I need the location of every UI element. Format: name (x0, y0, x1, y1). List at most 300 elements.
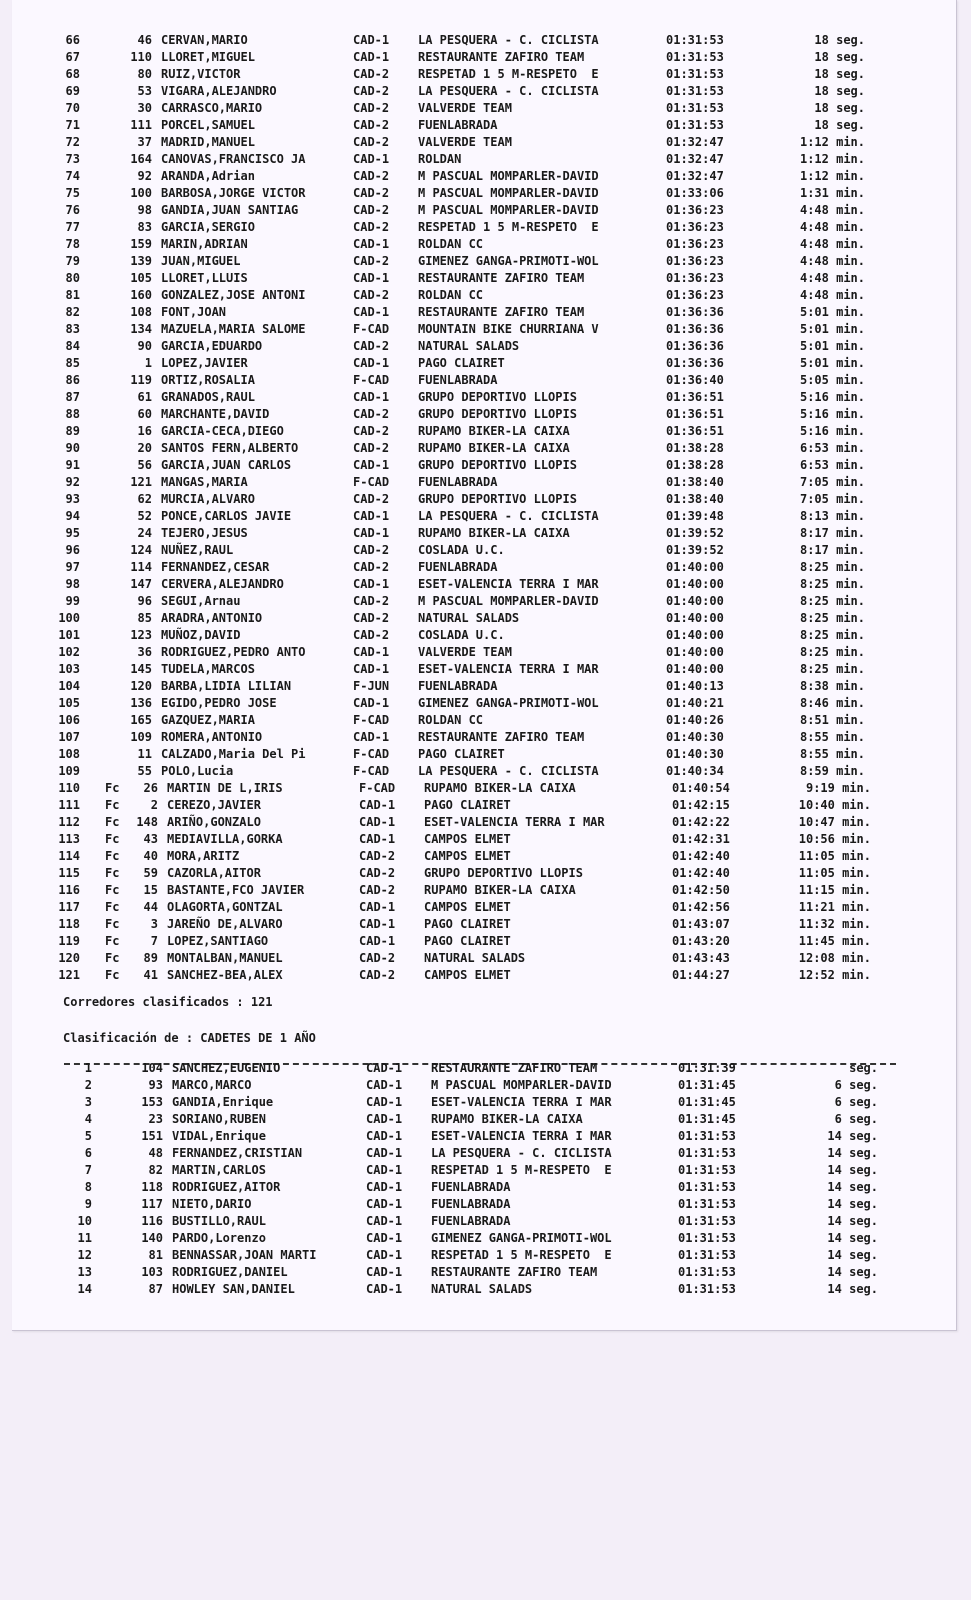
team-cell: ESET-VALENCIA TERRA I MAR (418, 662, 599, 676)
gap-cell: 6:53 min. (799, 441, 865, 455)
table-row (0, 1213, 971, 1230)
gap-cell: 4:48 min. (799, 271, 865, 285)
category-cell: CAD-1 (353, 696, 390, 710)
flag-cell: Fc (105, 951, 120, 965)
table-row (0, 814, 971, 831)
position-cell: 116 (58, 883, 80, 897)
team-cell: FUENLABRADA (431, 1197, 511, 1211)
table-row (0, 66, 971, 83)
category-cell: CAD-2 (353, 594, 390, 608)
team-cell: ROLDAN CC (418, 237, 484, 251)
bib-cell: 59 (143, 866, 158, 880)
gap-cell: 14 seg. (827, 1146, 878, 1160)
rider-name-cell: MARTIN,CARLOS (172, 1163, 266, 1177)
bib-cell: 105 (130, 271, 152, 285)
rider-name-cell: SEGUI,Arnau (161, 594, 241, 608)
bib-cell: 56 (137, 458, 152, 472)
table-row (0, 1230, 971, 1247)
time-cell: 01:31:53 (678, 1282, 736, 1296)
time-cell: 01:31:45 (678, 1095, 736, 1109)
team-cell: RESPETAD 1 5 M-RESPETO E (431, 1248, 612, 1262)
time-cell: 01:31:53 (678, 1146, 736, 1160)
table-row (0, 1111, 971, 1128)
bib-cell: 55 (137, 764, 152, 778)
rider-name-cell: POLO,Lucia (161, 764, 234, 778)
category-cell: CAD-2 (353, 611, 390, 625)
table-row (0, 389, 971, 406)
category-cell: CAD-1 (366, 1061, 403, 1075)
time-cell: 01:40:30 (666, 747, 724, 761)
table-row (0, 593, 971, 610)
time-cell: 01:43:07 (672, 917, 730, 931)
time-cell: 01:33:06 (666, 186, 724, 200)
time-cell: 01:42:50 (672, 883, 730, 897)
time-cell: 01:36:51 (666, 390, 724, 404)
team-cell: NATURAL SALADS (418, 339, 520, 353)
gap-cell: 8:25 min. (799, 628, 865, 642)
rider-name-cell: PARDO,Lorenzo (172, 1231, 266, 1245)
team-cell: CAMPOS ELMET (424, 832, 511, 846)
table-row (0, 967, 971, 984)
time-cell: 01:40:34 (666, 764, 724, 778)
team-cell: PAGO CLAIRET (424, 934, 511, 948)
team-cell: GRUPO DEPORTIVO LLOPIS (418, 492, 577, 506)
table-row (0, 916, 971, 933)
rider-name-cell: VIDAL,Enrique (172, 1129, 266, 1143)
time-cell: 01:31:45 (678, 1078, 736, 1092)
time-cell: 01:40:30 (666, 730, 724, 744)
category-cell: CAD-2 (353, 288, 390, 302)
team-cell: GRUPO DEPORTIVO LLOPIS (418, 390, 577, 404)
bib-cell: 90 (137, 339, 152, 353)
bib-cell: 117 (141, 1197, 163, 1211)
category-cell: CAD-2 (353, 169, 390, 183)
time-cell: 01:40:26 (666, 713, 724, 727)
gap-cell: 7:05 min. (799, 492, 865, 506)
gap-cell: 18 seg. (814, 50, 865, 64)
gap-cell: 5:01 min. (799, 305, 865, 319)
table-row (0, 270, 971, 287)
time-cell: 01:31:53 (666, 101, 724, 115)
team-cell: RUPAMO BIKER-LA CAIXA (431, 1112, 583, 1126)
category-cell: CAD-1 (353, 50, 390, 64)
rider-name-cell: BARBOSA,JORGE VICTOR (161, 186, 306, 200)
position-cell: 103 (58, 662, 80, 676)
gap-cell: 6:53 min. (799, 458, 865, 472)
bib-cell: 24 (137, 526, 152, 540)
team-cell: RUPAMO BIKER-LA CAIXA (418, 441, 570, 455)
rider-name-cell: FERNANDEZ,CESAR (161, 560, 270, 574)
time-cell: 01:31:53 (678, 1129, 736, 1143)
team-cell: GRUPO DEPORTIVO LLOPIS (418, 407, 577, 421)
team-cell: M PASCUAL MOMPARLER-DAVID (418, 203, 599, 217)
category-cell: CAD-1 (353, 645, 390, 659)
team-cell: ESET-VALENCIA TERRA I MAR (431, 1129, 612, 1143)
table-row (0, 49, 971, 66)
position-cell: 107 (58, 730, 80, 744)
rider-name-cell: GARCIA,SERGIO (161, 220, 255, 234)
bib-cell: 15 (143, 883, 158, 897)
bib-cell: 48 (148, 1146, 163, 1160)
gap-cell: 10:40 min. (798, 798, 871, 812)
rider-name-cell: SANCHEZ-BEA,ALEX (167, 968, 283, 982)
flag-cell: Fc (105, 900, 120, 914)
team-cell: VALVERDE TEAM (418, 135, 512, 149)
time-cell: 01:40:00 (666, 611, 724, 625)
gap-cell: 11:32 min. (798, 917, 871, 931)
gap-cell: 12:52 min. (798, 968, 871, 982)
gap-cell: 5:16 min. (799, 390, 865, 404)
category-cell: CAD-2 (353, 543, 390, 557)
bib-cell: 36 (137, 645, 152, 659)
bib-cell: 160 (130, 288, 152, 302)
gap-cell: 18 seg. (814, 84, 865, 98)
gap-cell: 8:25 min. (799, 611, 865, 625)
bib-cell: 140 (141, 1231, 163, 1245)
gap-cell: 8:51 min. (799, 713, 865, 727)
position-cell: 5 (84, 1129, 92, 1143)
bib-cell: 93 (148, 1078, 163, 1092)
time-cell: 01:32:47 (666, 152, 724, 166)
team-cell: PAGO CLAIRET (418, 356, 505, 370)
bib-cell: 98 (137, 203, 152, 217)
table-row (0, 83, 971, 100)
team-cell: MOUNTAIN BIKE CHURRIANA V (418, 322, 599, 336)
position-cell: 97 (65, 560, 80, 574)
team-cell: COSLADA U.C. (418, 543, 505, 557)
gap-cell: 1:12 min. (799, 135, 865, 149)
gap-cell: 5:01 min. (799, 356, 865, 370)
table-row (0, 899, 971, 916)
category-cell: CAD-2 (353, 220, 390, 234)
gap-cell: 6 seg. (834, 1095, 878, 1109)
bib-cell: 153 (141, 1095, 163, 1109)
rider-name-cell: LLORET,LLUIS (161, 271, 248, 285)
gap-cell: 4:48 min. (799, 288, 865, 302)
position-cell: 1 (84, 1061, 92, 1075)
time-cell: 01:31:53 (678, 1265, 736, 1279)
table-row (0, 321, 971, 338)
team-cell: RUPAMO BIKER-LA CAIXA (424, 781, 576, 795)
rider-name-cell: JAREÑO DE,ALVARO (167, 917, 283, 931)
bib-cell: 52 (137, 509, 152, 523)
gap-cell: 5:01 min. (799, 322, 865, 336)
gap-cell: 6 seg. (834, 1078, 878, 1092)
position-cell: 4 (84, 1112, 92, 1126)
time-cell: 01:31:53 (678, 1180, 736, 1194)
category-cell: F-CAD (353, 764, 390, 778)
time-cell: 01:43:20 (672, 934, 730, 948)
time-cell: 01:31:53 (666, 84, 724, 98)
team-cell: RUPAMO BIKER-LA CAIXA (418, 424, 570, 438)
category-cell: CAD-1 (359, 815, 396, 829)
rider-name-cell: LOPEZ,SANTIAGO (167, 934, 269, 948)
position-cell: 102 (58, 645, 80, 659)
time-cell: 01:40:21 (666, 696, 724, 710)
team-cell: GIMENEZ GANGA-PRIMOTI-WOL (431, 1231, 612, 1245)
gap-cell: 11:45 min. (798, 934, 871, 948)
team-cell: RUPAMO BIKER-LA CAIXA (418, 526, 570, 540)
rider-name-cell: MADRID,MANUEL (161, 135, 255, 149)
position-cell: 111 (58, 798, 80, 812)
position-cell: 74 (65, 169, 80, 183)
category-cell: CAD-1 (366, 1214, 403, 1228)
rider-name-cell: GARCIA-CECA,DIEGO (161, 424, 284, 438)
position-cell: 14 (77, 1282, 92, 1296)
category-cell: F-CAD (353, 322, 390, 336)
position-cell: 106 (58, 713, 80, 727)
gap-cell: 8:25 min. (799, 594, 865, 608)
category-cell: CAD-1 (359, 917, 396, 931)
gap-cell: 8:25 min. (799, 560, 865, 574)
bib-cell: 43 (143, 832, 158, 846)
category-cell: CAD-1 (366, 1231, 403, 1245)
team-cell: M PASCUAL MOMPARLER-DAVID (431, 1078, 612, 1092)
time-cell: 01:36:36 (666, 322, 724, 336)
position-cell: 92 (65, 475, 80, 489)
category-cell: CAD-1 (366, 1265, 403, 1279)
time-cell: 01:31:53 (678, 1163, 736, 1177)
bib-cell: 26 (143, 781, 158, 795)
position-cell: 69 (65, 84, 80, 98)
bib-cell: 148 (136, 815, 158, 829)
rider-name-cell: RODRIGUEZ,DANIEL (172, 1265, 288, 1279)
time-cell: 01:31:53 (678, 1248, 736, 1262)
rider-name-cell: BARBA,LIDIA LILIAN (161, 679, 292, 693)
rider-name-cell: ROMERA,ANTONIO (161, 730, 263, 744)
time-cell: 01:39:52 (666, 543, 724, 557)
bib-cell: 118 (141, 1180, 163, 1194)
table-row (0, 304, 971, 321)
category-cell: F-CAD (353, 747, 390, 761)
bib-cell: 1 (144, 356, 152, 370)
gap-cell: 18 seg. (814, 118, 865, 132)
category-cell: CAD-2 (353, 441, 390, 455)
gap-cell: 4:48 min. (799, 254, 865, 268)
table-row (0, 695, 971, 712)
position-cell: 84 (65, 339, 80, 353)
position-cell: 113 (58, 832, 80, 846)
bib-cell: 41 (143, 968, 158, 982)
bib-cell: 37 (137, 135, 152, 149)
rider-name-cell: HOWLEY SAN,DANIEL (172, 1282, 295, 1296)
rider-name-cell: GANDIA,Enrique (172, 1095, 274, 1109)
rider-name-cell: PORCEL,SAMUEL (161, 118, 255, 132)
flag-cell: Fc (105, 866, 120, 880)
table-row (0, 831, 971, 848)
table-row (0, 780, 971, 797)
category-cell: F-CAD (353, 475, 390, 489)
bib-cell: 103 (141, 1265, 163, 1279)
rider-name-cell: TEJERO,JESUS (161, 526, 248, 540)
flag-cell: Fc (105, 934, 120, 948)
table-row (0, 525, 971, 542)
category-cell: CAD-1 (353, 577, 390, 591)
table-row (0, 1060, 971, 1077)
position-cell: 99 (65, 594, 80, 608)
team-cell: ESET-VALENCIA TERRA I MAR (431, 1095, 612, 1109)
bib-cell: 7 (150, 934, 158, 948)
category-cell: CAD-2 (359, 883, 396, 897)
gap-cell: 14 seg. (827, 1282, 878, 1296)
gap-cell: 5:16 min. (799, 424, 865, 438)
time-cell: 01:36:51 (666, 407, 724, 421)
table-row (0, 576, 971, 593)
category-cell: CAD-1 (359, 900, 396, 914)
bib-cell: 83 (137, 220, 152, 234)
table-row (0, 202, 971, 219)
category-cell: CAD-1 (353, 33, 390, 47)
table-row (0, 1077, 971, 1094)
time-cell: 01:36:23 (666, 203, 724, 217)
rider-name-cell: MURCIA,ALVARO (161, 492, 255, 506)
team-cell: RESTAURANTE ZAFIRO TEAM (431, 1265, 598, 1279)
category-cell: CAD-1 (366, 1078, 403, 1092)
team-cell: GIMENEZ GANGA-PRIMOTI-WOL (418, 254, 599, 268)
category-cell: CAD-1 (359, 832, 396, 846)
category-cell: CAD-1 (353, 458, 390, 472)
team-cell: PAGO CLAIRET (418, 747, 505, 761)
position-cell: 91 (65, 458, 80, 472)
position-cell: 6 (84, 1146, 92, 1160)
time-cell: 01:43:43 (672, 951, 730, 965)
flag-cell: Fc (105, 849, 120, 863)
bib-cell: 116 (141, 1214, 163, 1228)
team-cell: LA PESQUERA - C. CICLISTA (418, 84, 599, 98)
team-cell: RESPETAD 1 5 M-RESPETO E (431, 1163, 612, 1177)
team-cell: NATURAL SALADS (418, 611, 520, 625)
time-cell: 01:36:36 (666, 305, 724, 319)
rider-name-cell: CALZADO,Maria Del Pi (161, 747, 306, 761)
bib-cell: 23 (148, 1112, 163, 1126)
position-cell: 96 (65, 543, 80, 557)
bib-cell: 30 (137, 101, 152, 115)
bib-cell: 114 (130, 560, 152, 574)
position-cell: 79 (65, 254, 80, 268)
time-cell: 01:40:00 (666, 662, 724, 676)
rider-name-cell: GONZALEZ,JOSE ANTONI (161, 288, 306, 302)
team-cell: ESET-VALENCIA TERRA I MAR (418, 577, 599, 591)
time-cell: 01:40:00 (666, 628, 724, 642)
table-row (0, 1264, 971, 1281)
gap-cell: 14 seg. (827, 1248, 878, 1262)
time-cell: 01:31:39 (678, 1061, 736, 1075)
time-cell: 01:36:23 (666, 288, 724, 302)
rider-name-cell: VIGARA,ALEJANDRO (161, 84, 277, 98)
time-cell: 01:31:53 (678, 1197, 736, 1211)
gap-cell: 8:55 min. (799, 747, 865, 761)
table-row (0, 746, 971, 763)
rider-name-cell: GANDIA,JUAN SANTIAG (161, 203, 299, 217)
bib-cell: 3 (150, 917, 158, 931)
rider-name-cell: NUÑEZ,RAUL (161, 543, 234, 557)
bib-cell: 11 (137, 747, 152, 761)
team-cell: RESTAURANTE ZAFIRO TEAM (418, 50, 585, 64)
table-row (0, 355, 971, 372)
rider-name-cell: CAZORLA,AITOR (167, 866, 261, 880)
time-cell: 01:36:23 (666, 220, 724, 234)
time-cell: 01:36:36 (666, 339, 724, 353)
gap-cell: 4:48 min. (799, 220, 865, 234)
bib-cell: 92 (137, 169, 152, 183)
summary-line: Corredores clasificados : 121 (63, 995, 273, 1009)
table-row (0, 100, 971, 117)
table-row (0, 1196, 971, 1213)
time-cell: 01:32:47 (666, 169, 724, 183)
category-cell: F-CAD (353, 713, 390, 727)
gap-cell: 14 seg. (827, 1197, 878, 1211)
team-cell: M PASCUAL MOMPARLER-DAVID (418, 169, 599, 183)
category-cell: CAD-1 (366, 1180, 403, 1194)
bib-cell: 96 (137, 594, 152, 608)
team-cell: ROLDAN CC (418, 288, 484, 302)
rider-name-cell: MUÑOZ,DAVID (161, 628, 241, 642)
position-cell: 94 (65, 509, 80, 523)
rider-name-cell: CERVAN,MARIO (161, 33, 248, 47)
team-cell: ROLDAN (418, 152, 462, 166)
team-cell: FUENLABRADA (418, 475, 498, 489)
position-cell: 109 (58, 764, 80, 778)
time-cell: 01:40:00 (666, 594, 724, 608)
gap-cell: 5:05 min. (799, 373, 865, 387)
position-cell: 119 (58, 934, 80, 948)
team-cell: LA PESQUERA - C. CICLISTA (431, 1146, 612, 1160)
rider-name-cell: MAZUELA,MARIA SALOME (161, 322, 306, 336)
time-cell: 01:31:53 (666, 50, 724, 64)
team-cell: RESTAURANTE ZAFIRO TEAM (418, 271, 585, 285)
flag-cell: Fc (105, 832, 120, 846)
table-row (0, 882, 971, 899)
position-cell: 13 (77, 1265, 92, 1279)
position-cell: 87 (65, 390, 80, 404)
gap-cell: seg. (849, 1061, 878, 1075)
table-row (0, 338, 971, 355)
gap-cell: 4:48 min. (799, 237, 865, 251)
rider-name-cell: RODRIGUEZ,PEDRO ANTO (161, 645, 306, 659)
gap-cell: 14 seg. (827, 1180, 878, 1194)
gap-cell: 4:48 min. (799, 203, 865, 217)
bib-cell: 147 (130, 577, 152, 591)
position-cell: 108 (58, 747, 80, 761)
gap-cell: 8:55 min. (799, 730, 865, 744)
category-cell: CAD-1 (353, 271, 390, 285)
category-cell: CAD-1 (353, 509, 390, 523)
category-cell: CAD-1 (366, 1163, 403, 1177)
table-row (0, 865, 971, 882)
position-cell: 90 (65, 441, 80, 455)
category-cell: CAD-2 (353, 67, 390, 81)
time-cell: 01:38:40 (666, 492, 724, 506)
team-cell: FUENLABRADA (418, 679, 498, 693)
time-cell: 01:38:28 (666, 458, 724, 472)
rider-name-cell: MANGAS,MARIA (161, 475, 248, 489)
table-row (0, 610, 971, 627)
rider-name-cell: EGIDO,PEDRO JOSE (161, 696, 277, 710)
category-cell: CAD-1 (353, 662, 390, 676)
bib-cell: 159 (130, 237, 152, 251)
rider-name-cell: SANTOS FERN,ALBERTO (161, 441, 299, 455)
time-cell: 01:36:40 (666, 373, 724, 387)
table-row (0, 117, 971, 134)
team-cell: FUENLABRADA (431, 1180, 511, 1194)
bib-cell: 124 (130, 543, 152, 557)
position-cell: 11 (77, 1231, 92, 1245)
rider-name-cell: RUIZ,VICTOR (161, 67, 241, 81)
position-cell: 80 (65, 271, 80, 285)
gap-cell: 18 seg. (814, 67, 865, 81)
table-row (0, 491, 971, 508)
gap-cell: 8:25 min. (799, 645, 865, 659)
